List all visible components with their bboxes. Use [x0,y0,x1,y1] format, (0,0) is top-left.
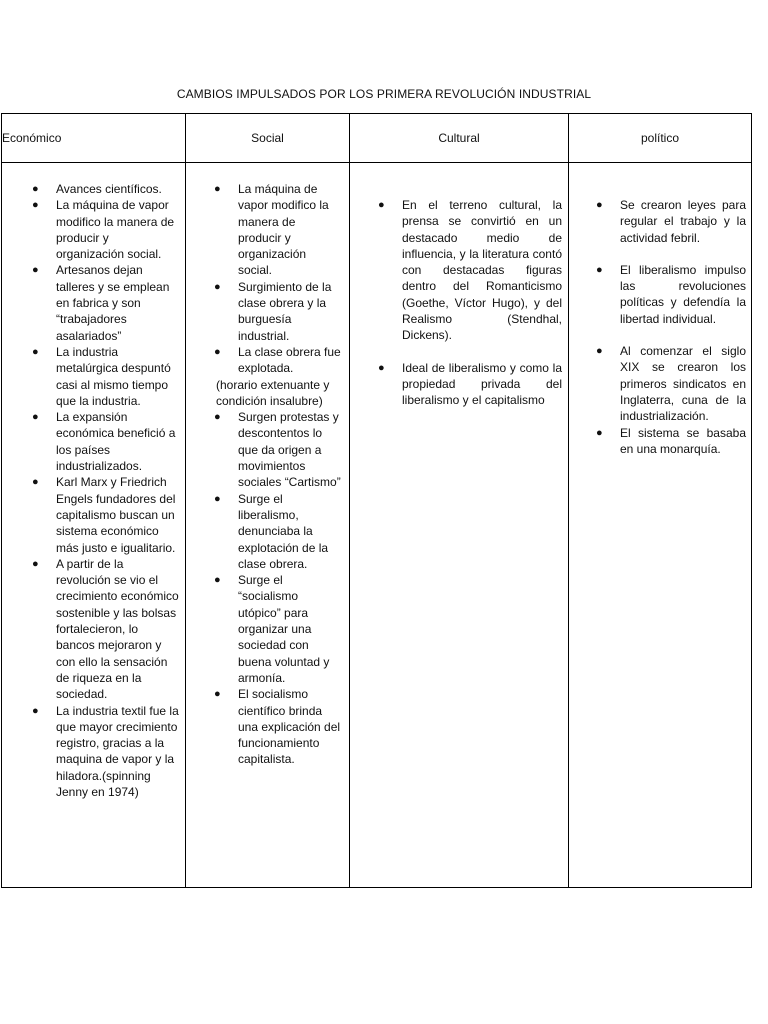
list-item: ● La clase obrera fue explotada. [214,344,341,376]
cultural-cell [350,163,569,888]
list-item: ● La máquina de vapor modifico la manera de producir y organización social. [32,198,175,262]
bullet-icon: ● [214,280,221,293]
list-item: ● La máquina de vapor modifico la manera de producir y organización social. [214,182,329,278]
bullet-icon: ● [214,574,221,587]
bullet-icon: ● [596,263,603,276]
list-item: ● Ideal de liberalismo y como la propiedad privada del liberalismo y el capitalismo [378,360,562,408]
list-item: ● La expansión económica benefició a los países industrializados. [32,410,176,474]
list-item: ● Al comenzar el siglo XIX se crearon los primeros sindicatos en Inglaterra, cuna de la industrialización. [596,344,746,424]
list-item: ● El liberalismo impulso las revoluciones políticas y defendía la libertad individual. [596,262,746,326]
content-row [2,163,752,888]
header-politico: político [569,114,752,163]
bullet-icon: ● [596,345,603,358]
list-item: ● Karl Marx y Friedrich Engels fundadores del capitalismo buscan un sistema económico más justo e igualitario. [32,475,176,555]
list-item: ● El socialismo científico brinda una explicación del funcionamiento capitalista. [214,687,341,767]
comparison-table [1,113,752,888]
list-item: ● La industria textil fue la que mayor crecimiento registro, gracias a la maquina de vapor y la hiladora.(spinning Jenny en 1974) [32,703,179,799]
economico-cell [2,163,186,888]
bullet-icon: ● [32,557,39,570]
bullet-icon: ● [32,183,39,195]
list-item: ● En el terreno cultural, la prensa se convirtió en un destacado medio de influencia, y la literatura contó con destacadas figuras dentro del Romanticismo (Goethe, Víctor Hugo), y del Realismo (Stendhal, Dickens). [378,198,562,343]
list-item: ● A partir de la revolución se vio el crecimiento económico sostenible y las bolsas fortalecieron, lo bancos mejoraron y con ello la sensación de riqueza en la sociedad. [32,556,179,702]
header-social: Social [186,114,350,163]
list-item: ● Surgen protestas y descontentos lo que da origen a movimientos sociales “Cartismo” [214,410,341,490]
bullet-icon: ● [32,264,39,277]
list-item: ● Surgimiento de la clase obrera y la burguesía industrial. [214,279,332,343]
bullet-icon: ● [32,199,39,212]
list-item: ● El sistema se basaba en una monarquía. [596,425,746,456]
header-row [2,114,752,163]
list-note: (horario extenuante y condición insalubre) [216,377,330,408]
list-item: ● Surge el liberalismo, denunciaba la explotación de la clase obrera. [214,491,329,571]
list-item: ● La industria metalúrgica despuntó casi al mismo tiempo que la industria. [32,344,171,408]
politico-cell [569,163,752,888]
bullet-icon: ● [32,704,39,717]
bullet-icon: ● [32,411,39,424]
list-item: ● Artesanos dejan talleres y se emplean en fabrica y son “trabajadores asalariados” [32,263,170,343]
bullet-icon: ● [214,492,221,505]
politico-list [569,163,751,457]
list-item: ● Surge el “socialismo utópico” para organizar una sociedad con buena voluntad y armonía. [214,573,330,685]
bullet-icon: ● [32,476,39,489]
bullet-icon: ● [378,361,385,374]
cultural-list [350,163,568,409]
bullet-icon: ● [214,345,221,358]
bullet-icon: ● [596,199,603,211]
header-economico: Económico [2,114,186,163]
bullet-icon: ● [214,688,221,701]
list-item: ● Se crearon leyes para regular el trabajo y la actividad febril. [596,198,746,245]
header-cultural: Cultural [350,114,569,163]
social-list [186,163,349,768]
bullet-icon: ● [378,199,385,211]
bullet-icon: ● [214,183,221,195]
document-title: CAMBIOS IMPULSADOS POR LOS PRIMERA REVOLUCIÓN INDUSTRIAL [176,87,592,101]
economico-list [2,163,185,800]
list-item: ● Avances científicos. [32,182,162,196]
bullet-icon: ● [596,426,603,439]
social-cell [186,163,350,888]
bullet-icon: ● [32,345,39,358]
bullet-icon: ● [214,411,221,424]
